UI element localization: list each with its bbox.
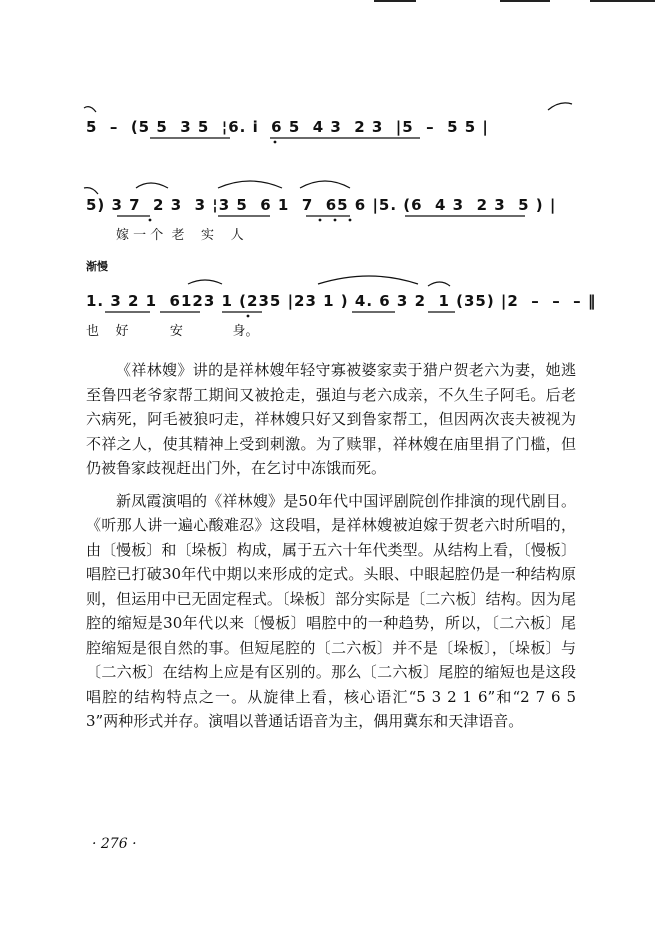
score-line-2: 5) 3 7 2 3 3 ¦3 5 6 1 7 65 6 |5. (6 4 3 2 3 5 ) | (86, 196, 557, 214)
score-line-3: 1. 3 2 1 6123 1 (235 |23 1 ) 4. 6 3 2 1 (35) |2 – – – ‖ (86, 292, 597, 310)
tempo-mark: 渐慢 (86, 260, 108, 273)
score-line-1: 5 – (5 5 3 5 ¦6. i 6 5 4 3 2 3 |5 – 5 5 | (86, 118, 489, 136)
paragraph-2: 新凤霞演唱的《祥林嫂》是50年代中国评剧院创作排演的现代剧目。《听那人讲一遍心酸难忍》这段唱，是祥林嫂被迫嫁于贺老六时所唱的，由〔慢板〕和〔垛板〕构成，属于五六十年代类型。从结构上看，〔慢板〕唱腔已打破30年代中期以来形成的定式。头眼、中眼起腔仍是一种结构原则，但运用中已无固定程式。〔垛板〕部分实际是〔二六板〕结构。因为尾腔的缩短是30年代以来〔慢板〕唱腔中的一种趋势，所以，〔二六板〕尾腔缩短是很自然的事。但短尾腔的〔二六板〕并不是〔垛板〕，〔垛板〕与〔二六板〕在结构上应是有区别的。那么〔二六板〕尾腔的缩短也是这段唱腔的结构特点之一。从旋律上看，核心语汇“5 3 2 1 6”和“2 7 6 5 3”两种形式并存。演唱以普通话语音为主，偶用冀东和天津语音。 (86, 491, 576, 730)
score-lyrics-3: 也 好 安 身。 (86, 324, 259, 339)
score-lyrics-2: 嫁 一 个 老 实 人 (116, 228, 244, 243)
page-number: · 276 · (92, 836, 137, 852)
paragraph-1: 《祥林嫂》讲的是祥林嫂年轻守寡被婆家卖于猎户贺老六为妻，她逃至鲁四老爷家帮工期间又被抢走，强迫与老六成亲，不久生子阿毛。后老六病死，阿毛被狼叼走，祥林嫂只好又到鲁家帮工，但因两次丧夫被视为不祥之人，使其精神上受到刺激。为了赎罪，祥林嫂在庙里捐了门槛，但仍被鲁家歧视赶出门外，在乞讨中冻饿而死。 (86, 361, 576, 477)
body-text (86, 358, 576, 734)
score-slur-marks (0, 0, 655, 340)
